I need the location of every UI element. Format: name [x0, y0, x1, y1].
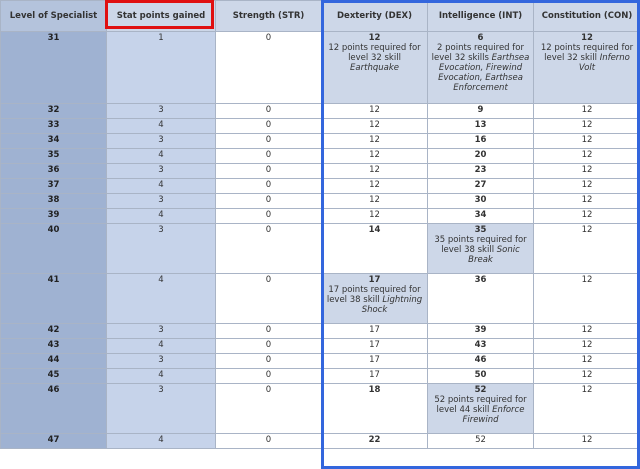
con-cell: 12	[534, 194, 640, 209]
dex-value: 12	[368, 33, 381, 43]
int-cell: 50	[428, 369, 534, 384]
table-row	[1, 209, 640, 224]
int-cell: 30	[428, 194, 534, 209]
str-cell: 0	[216, 179, 322, 194]
table-row	[1, 104, 640, 119]
gained-cell: 4	[107, 339, 216, 354]
table-row	[1, 354, 640, 369]
dex-cell: 17	[322, 339, 428, 354]
con-cell: 12	[534, 134, 640, 149]
dex-cell: 17	[322, 324, 428, 339]
table-row	[1, 164, 640, 179]
level-cell: 31	[1, 32, 107, 104]
con-cell: 12	[534, 209, 640, 224]
dex-value: 17	[368, 275, 381, 285]
int-cell	[428, 224, 534, 274]
str-cell: 0	[216, 149, 322, 164]
dex-cell	[322, 32, 428, 104]
con-value: 12	[581, 33, 593, 43]
level-cell: 34	[1, 134, 107, 149]
level-cell: 38	[1, 194, 107, 209]
header-stat-points-gained: Stat points gained	[107, 1, 216, 32]
str-cell: 0	[216, 354, 322, 369]
level-cell: 46	[1, 384, 107, 434]
str-cell: 0	[216, 324, 322, 339]
str-cell: 0	[216, 119, 322, 134]
table-row	[1, 224, 640, 274]
header-row	[1, 1, 640, 32]
level-cell: 42	[1, 324, 107, 339]
str-cell: 0	[216, 164, 322, 179]
int-cell: 43	[428, 339, 534, 354]
table-row	[1, 134, 640, 149]
str-cell: 0	[216, 274, 322, 324]
gained-cell: 3	[107, 224, 216, 274]
gained-cell: 3	[107, 164, 216, 179]
str-cell: 0	[216, 369, 322, 384]
skill-note: 12 points required for level 32 skill Inferno Volt	[540, 43, 634, 73]
table-row	[1, 32, 640, 104]
dex-cell: 17	[322, 369, 428, 384]
dex-cell: 18	[322, 384, 428, 434]
gained-cell: 3	[107, 134, 216, 149]
con-cell: 12	[534, 149, 640, 164]
level-cell: 37	[1, 179, 107, 194]
con-cell: 12	[534, 274, 640, 324]
gained-cell: 3	[107, 324, 216, 339]
con-cell: 12	[534, 119, 640, 134]
dex-cell: 12	[322, 179, 428, 194]
dex-cell: 14	[322, 224, 428, 274]
int-value: 6	[477, 33, 484, 43]
con-cell: 12	[534, 339, 640, 354]
int-cell: 34	[428, 209, 534, 224]
table-row	[1, 119, 640, 134]
dex-cell: 12	[322, 134, 428, 149]
con-cell	[534, 32, 640, 104]
table-row	[1, 149, 640, 164]
gained-cell: 3	[107, 104, 216, 119]
str-cell: 0	[216, 224, 322, 274]
table-row	[1, 179, 640, 194]
int-cell	[428, 384, 534, 434]
str-cell: 0	[216, 194, 322, 209]
gained-cell: 4	[107, 149, 216, 164]
gained-cell: 4	[107, 434, 216, 449]
header-level: Level of Specialist	[1, 1, 107, 32]
str-cell: 0	[216, 339, 322, 354]
str-cell: 0	[216, 32, 322, 104]
header-constitution: Constitution (CON)	[534, 1, 640, 32]
int-cell: 20	[428, 149, 534, 164]
int-cell: 9	[428, 104, 534, 119]
int-cell: 27	[428, 179, 534, 194]
gained-cell: 3	[107, 354, 216, 369]
int-value: 35	[474, 225, 487, 235]
table-row	[1, 434, 640, 449]
gained-cell: 4	[107, 209, 216, 224]
header-dexterity: Dexterity (DEX)	[322, 1, 428, 32]
skill-note: 52 points required for level 44 skill Enforce Firewind	[434, 395, 527, 425]
gained-cell: 1	[107, 32, 216, 104]
int-cell: 52	[428, 434, 534, 449]
con-cell: 12	[534, 384, 640, 434]
int-cell: 13	[428, 119, 534, 134]
int-cell: 39	[428, 324, 534, 339]
dex-cell: 12	[322, 164, 428, 179]
skill-note: 12 points required for level 32 skill Earthquake	[328, 43, 421, 73]
int-cell	[428, 32, 534, 104]
gained-cell: 3	[107, 384, 216, 434]
level-cell: 47	[1, 434, 107, 449]
str-cell: 0	[216, 134, 322, 149]
level-cell: 41	[1, 274, 107, 324]
level-cell: 39	[1, 209, 107, 224]
str-cell: 0	[216, 104, 322, 119]
level-cell: 32	[1, 104, 107, 119]
dex-cell: 17	[322, 354, 428, 369]
table-row	[1, 369, 640, 384]
dex-cell	[322, 274, 428, 324]
int-cell: 46	[428, 354, 534, 369]
con-cell: 12	[534, 434, 640, 449]
level-cell: 35	[1, 149, 107, 164]
skill-note: 35 points required for level 38 skill Sonic Break	[434, 235, 527, 265]
header-strength: Strength (STR)	[216, 1, 322, 32]
level-cell: 43	[1, 339, 107, 354]
gained-cell: 4	[107, 179, 216, 194]
gained-cell: 3	[107, 194, 216, 209]
gained-cell: 4	[107, 369, 216, 384]
skill-note: 2 points required for level 32 skills Earthsea Evocation, Firewind Evocation, Earthsea Enforcement	[431, 43, 530, 93]
skill-note: 17 points required for level 38 skill Lightning Shock	[326, 285, 423, 315]
table-row	[1, 274, 640, 324]
int-cell: 16	[428, 134, 534, 149]
con-cell: 12	[534, 164, 640, 179]
gained-cell: 4	[107, 274, 216, 324]
con-cell: 12	[534, 324, 640, 339]
str-cell: 0	[216, 434, 322, 449]
level-cell: 40	[1, 224, 107, 274]
level-cell: 36	[1, 164, 107, 179]
dex-cell: 12	[322, 194, 428, 209]
header-intelligence: Intelligence (INT)	[428, 1, 534, 32]
table-row	[1, 324, 640, 339]
str-cell: 0	[216, 384, 322, 434]
table-row	[1, 384, 640, 434]
con-cell: 12	[534, 354, 640, 369]
con-cell: 12	[534, 179, 640, 194]
level-cell: 44	[1, 354, 107, 369]
dex-cell: 12	[322, 209, 428, 224]
level-cell: 45	[1, 369, 107, 384]
con-cell: 12	[534, 369, 640, 384]
dex-cell: 22	[322, 434, 428, 449]
str-cell: 0	[216, 209, 322, 224]
dex-cell: 12	[322, 104, 428, 119]
dex-cell: 12	[322, 119, 428, 134]
int-cell: 23	[428, 164, 534, 179]
int-cell: 36	[428, 274, 534, 324]
table-row	[1, 194, 640, 209]
con-cell: 12	[534, 224, 640, 274]
gained-cell: 4	[107, 119, 216, 134]
dex-cell: 12	[322, 149, 428, 164]
con-cell: 12	[534, 104, 640, 119]
level-cell: 33	[1, 119, 107, 134]
table-row	[1, 339, 640, 354]
int-value: 52	[474, 385, 487, 395]
